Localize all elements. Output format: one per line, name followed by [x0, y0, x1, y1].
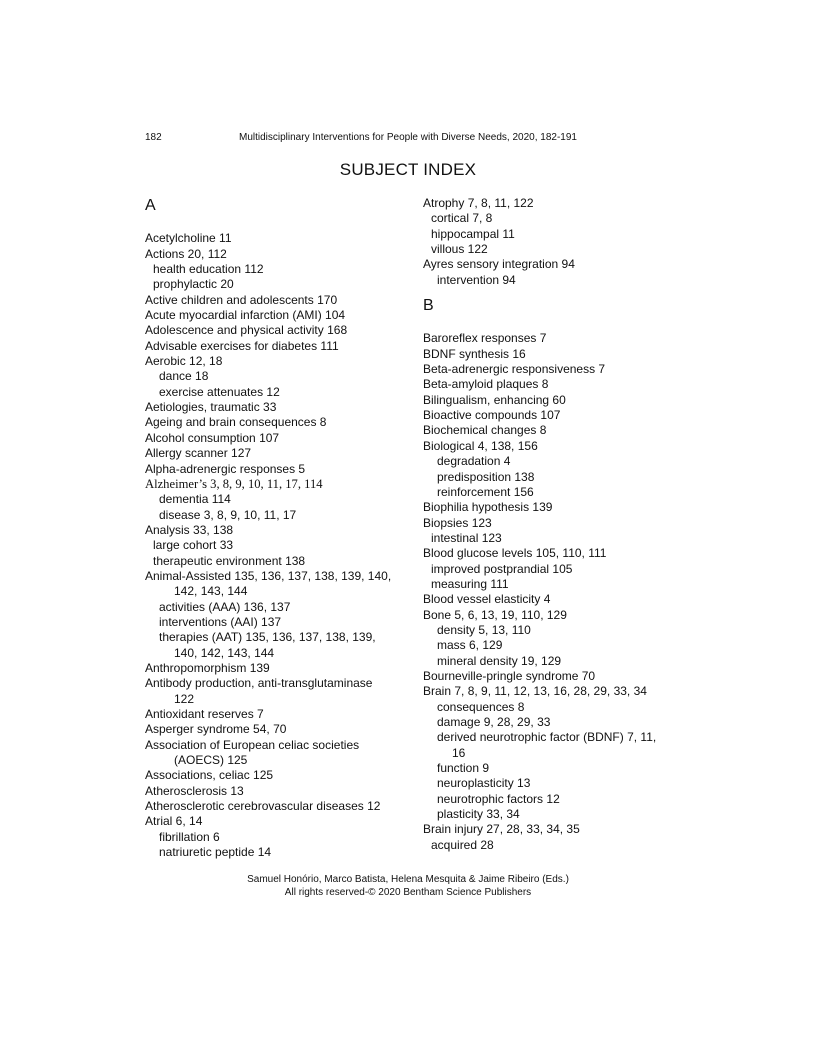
index-entry: Bilingualism, enhancing 60 — [423, 392, 566, 407]
index-subentry: predisposition 138 — [437, 469, 535, 484]
index-entry-continuation: 142, 143, 144 — [174, 584, 248, 599]
index-subentry: activities (AAA) 136, 137 — [159, 599, 291, 614]
index-entry: Brain injury 27, 28, 33, 34, 35 — [423, 822, 580, 837]
index-entry: Allergy scanner 127 — [145, 446, 252, 461]
index-entry: Bourneville-pringle syndrome 70 — [423, 668, 596, 683]
index-subentry: therapeutic environment 138 — [153, 553, 306, 568]
index-entry: Aerobic 12, 18 — [145, 354, 223, 369]
index-entry: Anthropomorphism 139 — [145, 660, 270, 675]
index-entry: Alcohol consumption 107 — [145, 430, 280, 445]
index-entry: Animal-Assisted 135, 136, 137, 138, 139, 140, — [145, 568, 392, 583]
index-subentry: disease 3, 8, 9, 10, 11, 17 — [159, 507, 297, 522]
index-subentry: neuroplasticity 13 — [437, 776, 531, 791]
page-number: 182 — [145, 132, 162, 143]
index-subentry: cortical 7, 8 — [431, 211, 493, 226]
index-entry-continuation: 140, 142, 143, 144 — [174, 645, 275, 660]
index-entry: Antioxidant reserves 7 — [145, 707, 264, 721]
footer-rights: All rights reserved-© 2020 Bentham Science Publishers — [284, 887, 532, 898]
index-entry: Beta-amyloid plaques 8 — [423, 377, 549, 392]
index-entry: Association of European celiac societies — [145, 737, 360, 752]
index-subentry: degradation 4 — [437, 454, 511, 469]
index-entry: Antibody production, anti-transglutaminase — [145, 676, 373, 691]
index-entry: Blood glucose levels 105, 110, 111 — [423, 546, 607, 561]
index-subentry: interventions (AAI) 137 — [159, 614, 282, 629]
index-subentry: villous 122 — [431, 242, 488, 257]
index-subentry: prophylactic 20 — [153, 277, 234, 292]
index-entry: Ageing and brain consequences 8 — [145, 415, 327, 430]
index-entry: Atherosclerotic cerebrovascular diseases 12 — [145, 799, 381, 814]
index-subentry: measuring 111 — [431, 576, 509, 591]
index-subentry: density 5, 13, 110 — [437, 622, 531, 637]
index-entry: Associations, celiac 125 — [145, 768, 274, 783]
index-column-right — [423, 196, 693, 853]
index-entry: Biopsies 123 — [423, 515, 492, 530]
index-subentry: large cohort 33 — [153, 538, 234, 553]
index-entry: Biochemical changes 8 — [423, 423, 547, 438]
index-subentry: plasticity 33, 34 — [437, 807, 520, 822]
index-entry: Asperger syndrome 54, 70 — [145, 722, 287, 737]
spacer — [423, 316, 693, 331]
index-subentry: dance 18 — [159, 369, 209, 384]
index-subentry: reinforcement 156 — [437, 484, 534, 499]
index-entry-continuation: 122 — [174, 691, 195, 706]
running-head — [145, 132, 705, 146]
index-entry: Blood vessel elasticity 4 — [423, 592, 551, 607]
index-entry: Biophilia hypothesis 139 — [423, 500, 553, 515]
index-letter-heading: B — [423, 297, 434, 315]
index-subentry: therapies (AAT) 135, 136, 137, 138, 139, — [159, 630, 376, 645]
index-entry: Ayres sensory integration 94 — [423, 257, 575, 272]
index-entry: Atherosclerosis 13 — [145, 783, 244, 798]
index-subentry: health education 112 — [153, 262, 264, 277]
index-entry: Beta-adrenergic responsiveness 7 — [423, 362, 606, 377]
index-entry: Analysis 33, 138 — [145, 522, 234, 537]
index-subentry: hippocampal 11 — [431, 226, 515, 241]
index-entry: Brain 7, 8, 9, 11, 12, 13, 16, 28, 29, 33, 34 — [423, 684, 647, 699]
index-entry: Acetylcholine 11 — [145, 231, 232, 246]
index-subentry: neurotrophic factors 12 — [437, 791, 560, 806]
index-subentry: mass 6, 129 — [437, 638, 503, 653]
index-entry: Biological 4, 138, 156 — [423, 438, 538, 453]
index-subentry: fibrillation 6 — [159, 829, 220, 844]
index-entry: Atrial 6, 14 — [145, 814, 203, 829]
index-entry: Baroreflex responses 7 — [423, 331, 547, 346]
index-entry: Actions 20, 112 — [145, 246, 227, 261]
index-entry-continuation: 16 — [452, 745, 466, 760]
index-subentry: natriuretic peptide 14 — [159, 845, 272, 860]
index-entry: Bone 5, 6, 13, 19, 110, 129 — [423, 607, 567, 622]
index-subentry: derived neurotrophic factor (BDNF) 7, 11, — [437, 730, 657, 745]
page-title: SUBJECT INDEX — [339, 160, 477, 179]
index-entry: Atrophy 7, 8, 11, 122 — [423, 196, 534, 210]
index-entry: Acute myocardial infarction (AMI) 104 — [145, 308, 346, 323]
index-subentry: dementia 114 — [159, 492, 231, 507]
footer-editors: Samuel Honório, Marco Batista, Helena Mesquita & Jaime Ribeiro (Eds.) — [247, 874, 569, 885]
index-entry: BDNF synthesis 16 — [423, 346, 526, 361]
index-entry: Alpha-adrenergic responses 5 — [145, 461, 306, 476]
index-subentry: intervention 94 — [437, 272, 516, 287]
spacer — [145, 216, 415, 231]
index-subentry: acquired 28 — [431, 837, 494, 852]
index-subentry: intestinal 123 — [431, 530, 502, 545]
index-column-left — [145, 196, 415, 860]
index-subentry: improved postprandial 105 — [431, 561, 573, 576]
index-subentry: damage 9, 28, 29, 33 — [437, 715, 551, 729]
index-entry-continuation: (AOECS) 125 — [174, 753, 248, 768]
index-subentry: consequences 8 — [437, 699, 525, 714]
index-entry: Advisable exercises for diabetes 111 — [145, 338, 339, 353]
spacer — [423, 288, 693, 296]
index-entry: Adolescence and physical activity 168 — [145, 323, 348, 338]
index-subentry: function 9 — [437, 761, 490, 776]
index-entry: Active children and adolescents 170 — [145, 292, 338, 307]
index-subentry: exercise attenuates 12 — [159, 384, 280, 399]
index-entry: Bioactive compounds 107 — [423, 408, 561, 423]
footer — [0, 873, 816, 899]
index-entry: Aetiologies, traumatic 33 — [145, 400, 277, 415]
index-entry: Alzheimer’s 3, 8, 9, 10, 11, 17, 114 — [145, 476, 323, 491]
journal-citation: Multidisciplinary Interventions for People with Diverse Needs, 2020, 182-191 — [239, 132, 577, 143]
index-subentry: mineral density 19, 129 — [437, 653, 562, 668]
index-letter-heading: A — [145, 197, 156, 214]
